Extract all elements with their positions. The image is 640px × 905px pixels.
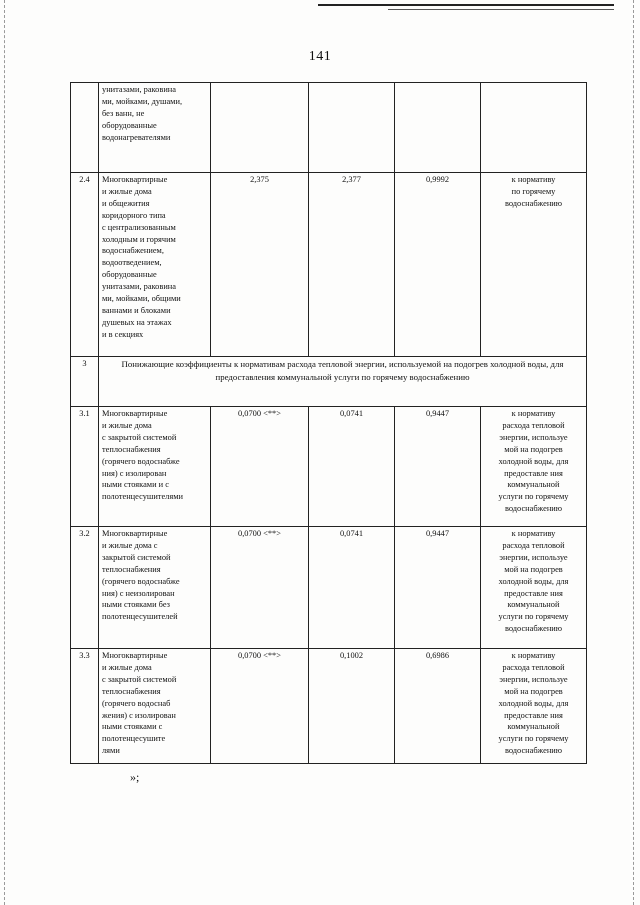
row-description: унитазами, раковина ми, мойками, душами, без ванн, не оборудованные водонагревателями <box>99 83 211 173</box>
row-value-2: 0,0741 <box>309 527 395 649</box>
row-number: 3.1 <box>71 407 99 527</box>
row-value-3: 0,6986 <box>395 649 481 764</box>
coefficients-table <box>70 82 587 764</box>
row-description: Многоквартирные и жилые дома с закрытой системой теплоснабжения (горячего водоснаб жения) с изолирован ными стояками с полотенцесушите лями <box>99 649 211 764</box>
row-note: к нормативу по горячему водоснабжению <box>481 173 587 357</box>
table-row <box>71 407 587 527</box>
section-number: 3 <box>71 357 99 407</box>
table-row <box>71 173 587 357</box>
row-value-1: 2,375 <box>211 173 309 357</box>
closing-quote-mark: »; <box>130 770 140 784</box>
row-note <box>481 83 587 173</box>
section-header-row <box>71 357 587 407</box>
scan-artifact-edge <box>4 0 6 905</box>
row-number: 2.4 <box>71 173 99 357</box>
row-value-3: 0,9447 <box>395 407 481 527</box>
row-value-3: 0,9447 <box>395 527 481 649</box>
scan-artifact-line <box>388 9 614 10</box>
scan-artifact-line <box>318 4 614 6</box>
table-row <box>71 527 587 649</box>
section-title: Понижающие коэффициенты к нормативам расхода тепловой энергии, используемой на подогрев холодной воды, для предоставления коммунальной услуги по горячему водоснабжению <box>99 357 587 407</box>
row-number <box>71 83 99 173</box>
row-description: Многоквартирные и жилые дома и общежития коридорного типа с централизованным холодным и горячим водоснабжением, водоотведением, оборудованные унитазами, раковина ми, мойками, общими ваннами и блоками душевых на этажах и в секциях <box>99 173 211 357</box>
row-value-1: 0,0700 <**> <box>211 649 309 764</box>
table-row <box>71 83 587 173</box>
row-value-2 <box>309 83 395 173</box>
row-value-1 <box>211 83 309 173</box>
row-description: Многоквартирные и жилые дома с закрытой системой теплоснабжения (горячего водоснабже ния) с неизолирован ными стояками без полотенцесушителей <box>99 527 211 649</box>
row-note: к нормативу расхода тепловой энергии, используе мой на подогрев холодной воды, для предоставле ния коммунальной услуги по горячему водоснабжению <box>481 527 587 649</box>
row-note: к нормативу расхода тепловой энергии, используе мой на подогрев холодной воды, для предоставле ния коммунальной услуги по горячему водоснабжению <box>481 407 587 527</box>
row-value-3: 0,9992 <box>395 173 481 357</box>
row-value-2: 2,377 <box>309 173 395 357</box>
row-value-1: 0,0700 <**> <box>211 407 309 527</box>
scan-artifact-edge <box>633 0 635 905</box>
row-description: Многоквартирные и жилые дома с закрытой системой теплоснабжения (горячего водоснабже ния) с изолирован ными стояками и с полотенцесушителями <box>99 407 211 527</box>
row-value-2: 0,1002 <box>309 649 395 764</box>
page-number: 141 <box>308 49 332 64</box>
row-value-3 <box>395 83 481 173</box>
row-number: 3.3 <box>71 649 99 764</box>
row-note: к нормативу расхода тепловой энергии, используе мой на подогрев холодной воды, для предоставле ния коммунальной услуги по горячему водоснабжению <box>481 649 587 764</box>
table-row <box>71 649 587 764</box>
row-value-1: 0,0700 <**> <box>211 527 309 649</box>
row-number: 3.2 <box>71 527 99 649</box>
row-value-2: 0,0741 <box>309 407 395 527</box>
